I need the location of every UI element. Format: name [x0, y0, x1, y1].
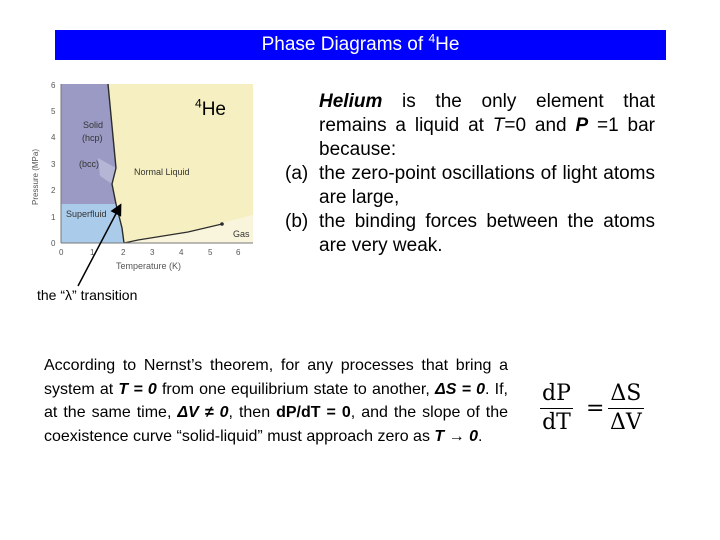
x-tick-6: 6: [236, 248, 241, 257]
formula-num-right: ΔS: [608, 380, 644, 409]
solid-label: Solid: [83, 120, 104, 130]
intro-text-3: =1 bar because:: [319, 115, 655, 160]
helium-intro: [285, 90, 655, 258]
x-tick-3: 3: [150, 248, 155, 257]
y-axis-label: Pressure (MPa): [31, 148, 40, 205]
lambda-arrow: [78, 206, 120, 286]
nernst-ds0: ΔS = 0: [435, 380, 486, 398]
nernst-dpdt: dP/dT = 0: [276, 404, 351, 421]
nernst-text-4: , then: [228, 404, 277, 421]
formula-den-right: ΔV: [610, 410, 642, 435]
y-tick-3: 3: [51, 160, 56, 169]
x-tick-0: 0: [59, 248, 64, 257]
item-b-marker: (b): [285, 211, 309, 232]
intro-item-a: [285, 162, 655, 210]
formula-left-fraction: [540, 380, 573, 437]
formula-equals: =: [586, 396, 605, 421]
item-a-text: the zero-point oscillations of light atoms are large,: [319, 163, 655, 208]
y-tick-4: 4: [51, 133, 56, 142]
y-tick-6: 6: [51, 81, 56, 90]
item-b-text: the binding forces between the atoms are very weak.: [319, 211, 655, 256]
he4-text: He: [201, 99, 226, 120]
nernst-tlim: T → 0: [434, 427, 478, 445]
normal-liquid-label: Normal Liquid: [134, 167, 190, 177]
nernst-text-5: , and the slope of the coexistence curve “solid-liquid” must approach zero as: [44, 404, 509, 445]
intro-text-1: is the only element that remains a liquid at: [319, 91, 655, 136]
title-tail: He: [435, 34, 460, 55]
formula-right-fraction: [608, 380, 644, 437]
item-a-marker: (a): [285, 163, 309, 184]
x-tick-4: 4: [179, 248, 184, 257]
title-superscript: 4: [428, 31, 436, 46]
lambda-transition-label: the “λ” transition: [37, 287, 138, 303]
nernst-paragraph: [44, 354, 508, 448]
bcc-label: (bcc): [79, 159, 99, 169]
clapeyron-formula: [540, 380, 660, 450]
nernst-text-3: . If, at the same time,: [44, 380, 508, 421]
intro-symbol-t: T: [492, 115, 505, 136]
nernst-dv: ΔV ≠ 0: [177, 404, 229, 421]
nernst-t0: T = 0: [118, 380, 157, 398]
nernst-text-6: .: [477, 427, 483, 445]
x-tick-5: 5: [208, 248, 213, 257]
he4-superscript: 4: [195, 96, 202, 111]
hcp-label: (hcp): [82, 133, 103, 143]
gas-label: Gas: [233, 229, 250, 239]
y-tick-0: 0: [51, 239, 56, 248]
title-text: Phase Diagrams of: [261, 34, 429, 55]
intro-item-b: [285, 210, 655, 258]
intro-symbol-p: P: [575, 115, 589, 136]
intro-paragraph: [285, 90, 655, 162]
y-tick-2: 2: [51, 186, 56, 195]
superfluid-label: Superfluid: [66, 209, 107, 219]
x-tick-2: 2: [121, 248, 126, 257]
y-tick-1: 1: [51, 213, 56, 222]
formula-num-left: dP: [540, 380, 573, 409]
y-tick-5: 5: [51, 107, 56, 116]
nernst-text-2: from one equilibrium state to another,: [156, 380, 435, 398]
x-tick-1: 1: [90, 248, 95, 257]
intro-text-2: =0 and: [504, 115, 576, 136]
nernst-text-1: According to Nernst’s theorem, for any processes that bring a system at: [44, 357, 508, 398]
intro-bold-word: Helium: [319, 91, 383, 112]
x-axis-label: Temperature (K): [116, 261, 182, 271]
formula-den-left: dT: [542, 410, 571, 435]
